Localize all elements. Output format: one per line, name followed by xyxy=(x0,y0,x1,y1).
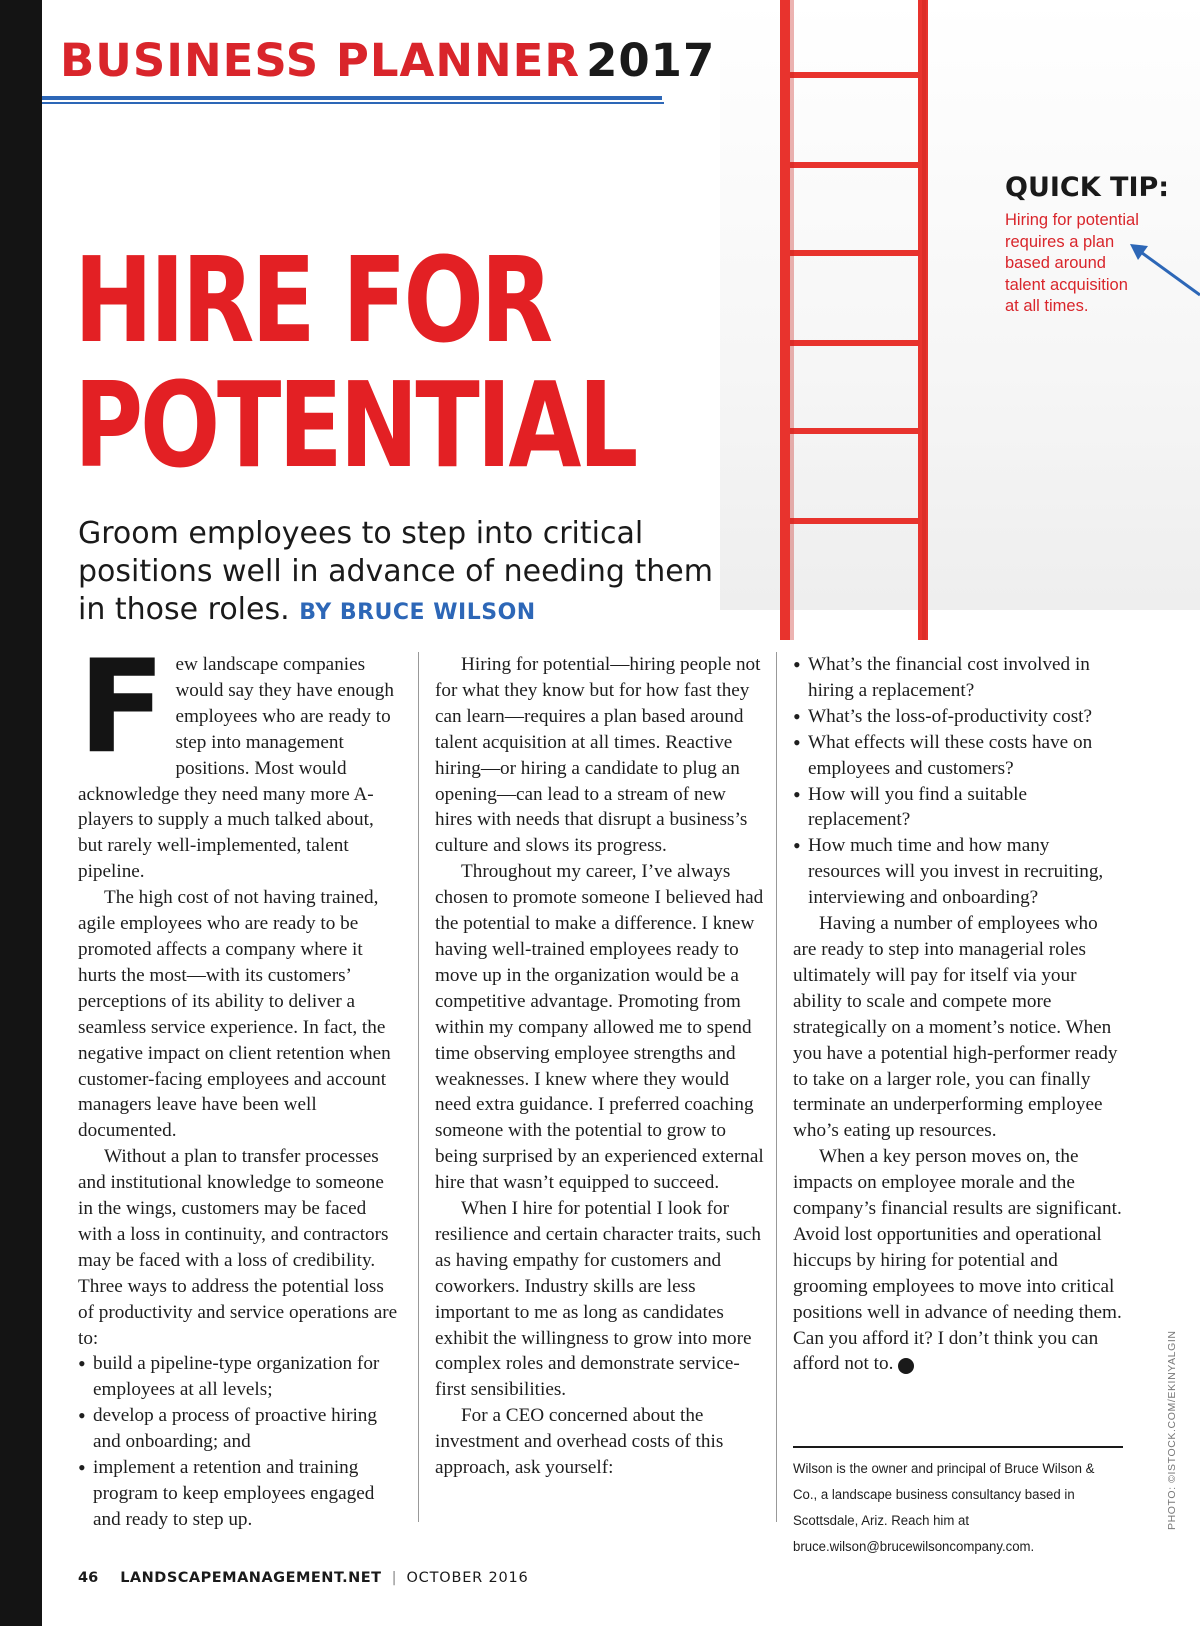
paragraph xyxy=(78,633,403,885)
column-divider xyxy=(776,652,777,1522)
paragraph: Hiring for potential—hiring people not for what they know but for how fast they can learn—requires a plan based around talent acquisition at all times. Reactive hiring—or hiring a candidate to plug an opening—can lead to a stream of new hires with needs that disrupt a business’s culture and slows its progress. xyxy=(435,654,761,857)
byline: BY BRUCE WILSON xyxy=(299,600,536,625)
end-mark-icon: LM xyxy=(898,1358,914,1374)
paragraph: Throughout my career, I’ve always chosen to promote someone I believed had the potential to make a difference. I knew having well-trained employees ready to move up in the organization would be a competitive advantage. Promoting from within my company allowed me to spend time observing employee strengths and weaknesses. I knew where they would need extra guidance. I preferred coaching someone with the potential to grow to being surprised by an experienced external hire that wasn’t equipped to succeed. xyxy=(435,861,764,1194)
drop-cap: F xyxy=(78,633,166,782)
page-footer xyxy=(78,1570,529,1586)
headline-line-2: POTENTIAL xyxy=(74,356,636,494)
list-item: • What’s the loss-of-productivity cost? xyxy=(793,704,1123,730)
body-column-1 xyxy=(78,633,403,1533)
column-divider xyxy=(418,652,419,1522)
bio-rule xyxy=(793,1446,1123,1448)
list-item: • implement a retention and training program to keep employees engaged and ready to step up. xyxy=(78,1455,403,1533)
body-column-3 xyxy=(793,652,1123,1377)
kicker-underline-thin xyxy=(42,102,664,104)
footer-separator: | xyxy=(391,1570,397,1586)
paragraph-text: ew landscape companies would say they have enough employees who are ready to step into management positions. Most would acknowledge they need many more A-players to supply a much talked about, but rarely well-implemented, talent pipeline. xyxy=(78,654,394,883)
paragraph: For a CEO concerned about the investment and overhead costs of this approach, ask yourself: xyxy=(435,1405,724,1479)
bullet-list xyxy=(78,1351,403,1532)
paragraph: When I hire for potential I look for resilience and certain character traits, such as having empathy for customers and coworkers. Industry skills are less important to me as long as candidates exhibit the willingness to grow into more complex roles and demonstrate service-first sensibilities. xyxy=(435,1198,762,1401)
question-list xyxy=(793,652,1123,911)
list-item: • develop a process of proactive hiring and onboarding; and xyxy=(78,1403,403,1455)
list-item: • What’s the financial cost involved in hiring a replacement? xyxy=(793,652,1123,704)
headline-line-1: HIRE FOR xyxy=(74,231,550,369)
list-item: • What effects will these costs have on employees and customers? xyxy=(793,730,1123,782)
kicker-label: BUSINESS PLANNER xyxy=(60,34,581,87)
article-headline xyxy=(74,231,636,494)
paragraph: Without a plan to transfer processes and institutional knowledge to someone in the wings, customers may be faced with a loss in continuity, and contractors may be faced with a loss of credibility. Three ways to address the potential loss of productivity and service operations are to: xyxy=(78,1146,398,1349)
list-item: • How will you find a suitable replacement? xyxy=(793,782,1123,834)
section-kicker xyxy=(60,34,715,87)
list-item: • How much time and how many resources will you invest in recruiting, interviewing and onboarding? xyxy=(793,833,1123,911)
body-column-2 xyxy=(435,652,765,1481)
kicker-underline xyxy=(42,96,662,100)
quick-tip-text: Hiring for potential requires a plan based around talent acquisition at all times. xyxy=(1005,211,1139,315)
deck-text: Groom employees to step into critical positions well in advance of needing them in those roles. xyxy=(78,516,713,627)
paragraph-text: When a key person moves on, the impacts on employee morale and the company’s financial results are significant. Avoid lost opportunities and operational hiccups by hiring for potential and grooming employees to move into critical positions well in advance of needing them. Can you afford it? I don’t think you can afford not to. xyxy=(793,1146,1122,1375)
paragraph xyxy=(793,1144,1123,1377)
page-spine-bar xyxy=(0,0,42,1626)
list-item: • build a pipeline-type organization for employees at all levels; xyxy=(78,1351,403,1403)
photo-credit: PHOTO: ©ISTOCK.COM/EKINYALGIN xyxy=(1166,1330,1178,1530)
paragraph: The high cost of not having trained, agile employees who are ready to be promoted affects a company where it hurts the most—with its customers’ perceptions of its ability to deliver a seamless service experience. In fact, the negative impact on client retention when customer-facing employees and account managers leave have been well documented. xyxy=(78,887,391,1142)
footer-site: LANDSCAPEMANAGEMENT.NET xyxy=(120,1570,382,1586)
page-number: 46 xyxy=(78,1570,99,1586)
arrow-icon xyxy=(1130,240,1200,310)
red-ladder-image xyxy=(770,0,970,640)
article-deck xyxy=(78,515,718,632)
footer-issue-date: OCTOBER 2016 xyxy=(406,1570,529,1586)
quick-tip-heading: QUICK TIP: xyxy=(1005,172,1170,203)
author-bio: Wilson is the owner and principal of Bruce Wilson & Co., a landscape business consultancy based in Scottsdale, Ariz. Reach him at bruce.wilson@brucewilsoncompany.com. xyxy=(793,1461,1095,1555)
kicker-year: 2017 xyxy=(586,34,716,87)
paragraph: Having a number of employees who are ready to step into managerial roles ultimately will pay for itself via your ability to scale and compete more strategically on a moment’s notice. When you have a potential high-performer ready to take on a larger role, you can finally terminate an underperforming employee who’s eating up resources. xyxy=(793,913,1118,1142)
